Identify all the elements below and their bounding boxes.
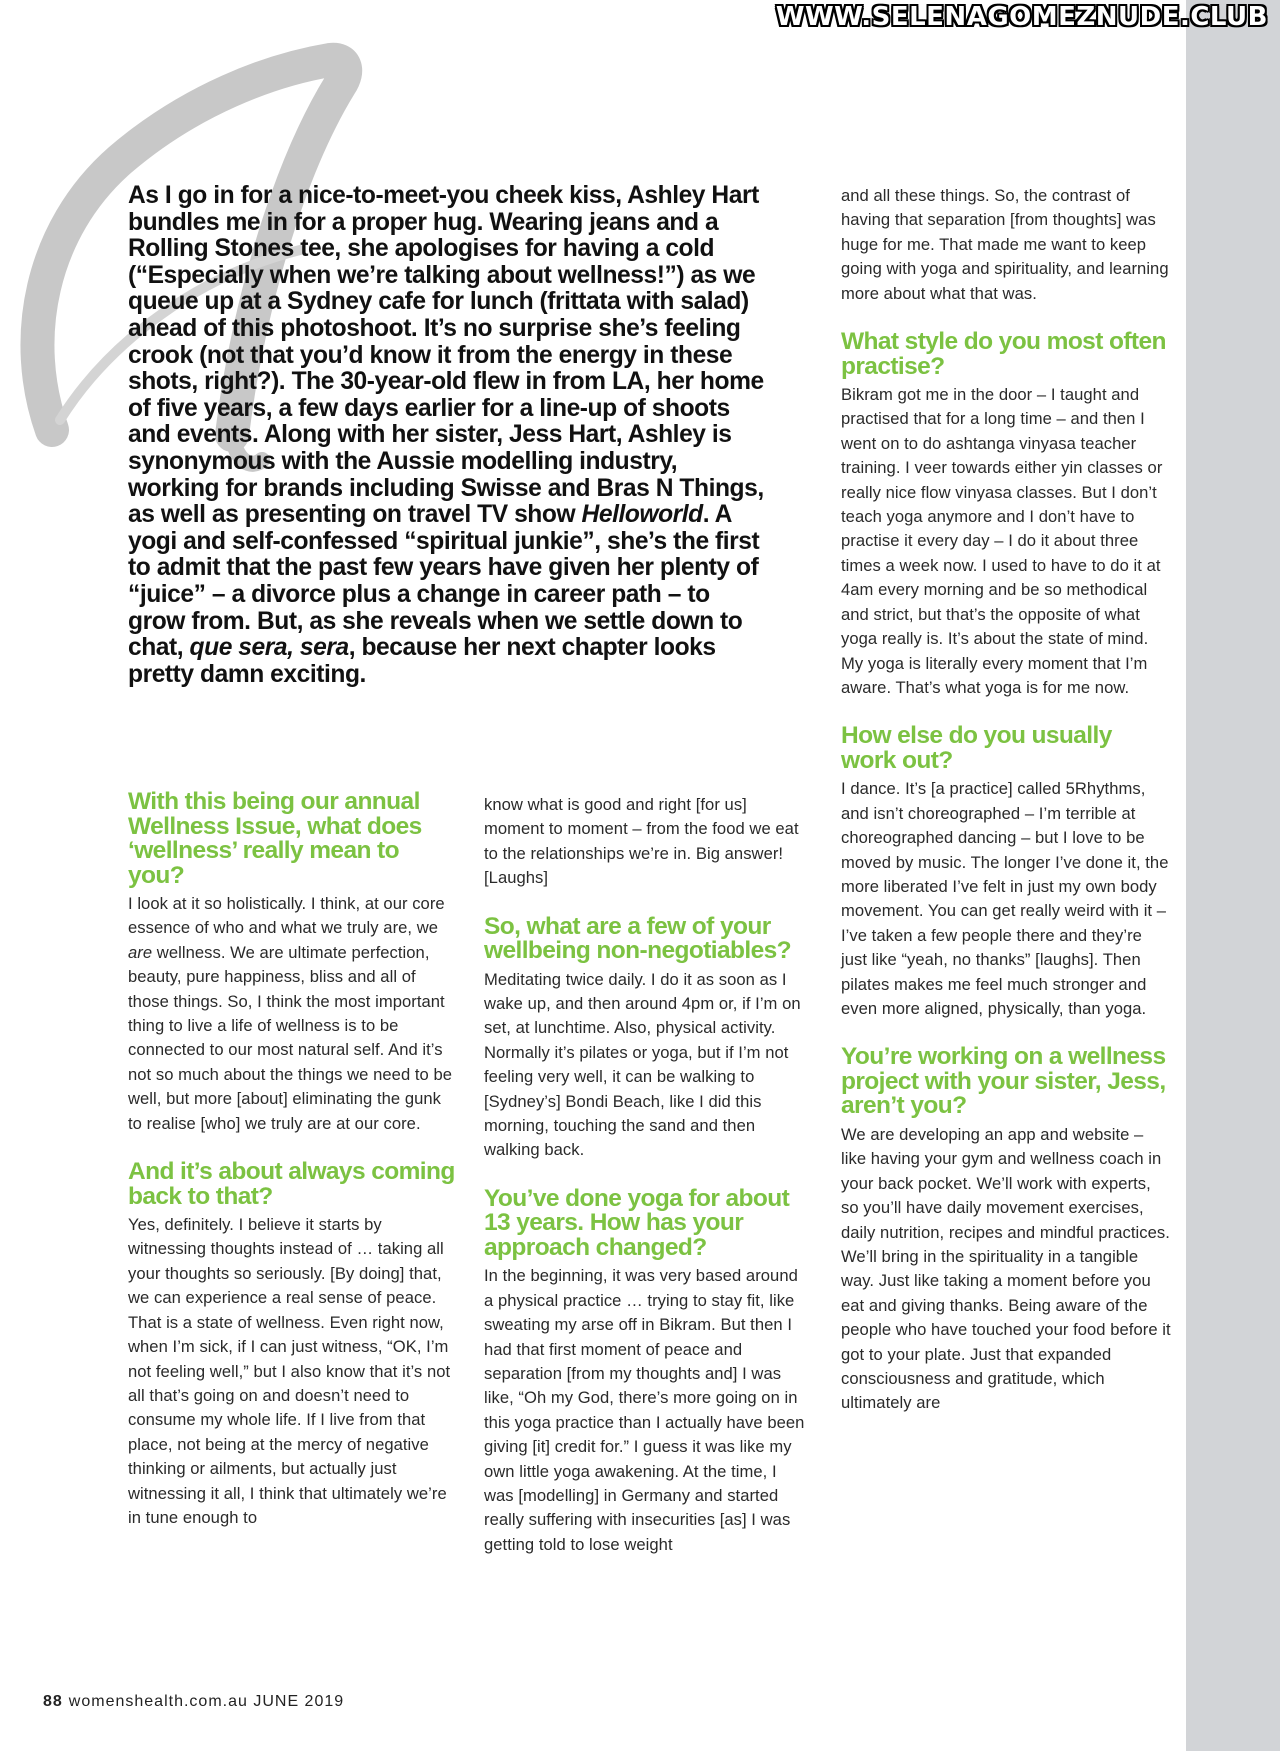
column-1 (128, 790, 458, 1530)
question-heading: With this being our annual Wellness Issue, what does ‘wellness’ really mean to you? (128, 788, 422, 889)
answer-paragraph: Yes, definitely. I believe it starts by witnessing thoughts instead of … taking all your thoughts so seriously. [By doing] that, we can experience a real sense of peace. That is a state of wellness. Even right now, when I’m sick, if I can just witness, “OK, I’m not feeling well,” but I also know that it’s not all that’s going on and doesn’t need to consume my whole life. If I live from that place, not being at the mercy of negative thinking or ailments, but actually just witnessing it all, I think that ultimately we’re in tune enough to (128, 1215, 451, 1527)
intro-show-name: Helloworld (581, 501, 703, 529)
intro-text-3: , because her next chapter looks pretty damn exciting. (128, 634, 716, 688)
answer-paragraph: Bikram got me in the door – I taught and practised that for a long time – and then I went on to do ashtanga vinyasa teacher training. I veer towards either yin classes or really nice flow vinyasa classes. But I don’t teach yoga anymore and I don’t have to practise it every day – I do it about three times a week now. I used to have to do it at 4am every morning and be so methodical and strict, but that’s the opposite of what yoga really is. It’s about the state of mind. My yoga is literally every moment that I’m aware. That’s what yoga is for me now. (841, 385, 1163, 697)
question-heading: How else do you usually work out? (841, 722, 1112, 774)
column-3 (841, 184, 1171, 1416)
question-heading: What style do you most often practise? (841, 328, 1166, 380)
watermark-text: WWW.SELENAGOMEZNUDE.CLUB (775, 2, 1268, 32)
answer-emphasis: are (128, 942, 153, 962)
answer-paragraph: Meditating twice daily. I do it as soon as I wake up, and then around 4pm or, if I’m on set, at lunchtime. Also, physical activity. Normally it’s pilates or yoga, but if I’m not feeling very well, it can be walking to [Sydney’s] Bondi Beach, like I did this morning, touching the sand and then walking back. (484, 969, 801, 1160)
intro-paragraph (128, 183, 768, 688)
side-gray-strip (1186, 0, 1280, 1751)
question-heading: And it’s about always coming back to that? (128, 1158, 455, 1210)
answer-paragraph: We are developing an app and website – like having your gym and wellness coach in your back pocket. We’ll work with experts, so you’ll have daily movement exercises, daily nutrition, recipes and mindful practices. We’ll bring in the spirituality in a tangible way. Just like taking a moment before you eat and giving thanks. Being aware of the people who have touched your food before it got to your plate. Just that expanded consciousness and gratitude, which ultimately are (841, 1124, 1171, 1413)
intro-text-1: As I go in for a nice-to-meet-you cheek kiss, Ashley Hart bundles me in for a proper hug. Wearing jeans and a Rolling Stones tee, she apologises for having a cold (“Especially when we’re talking about wellness!”) as we queue up at a Sydney cafe for lunch (frittata with salad) ahead of this photoshoot. It’s no surprise she’s feeling crook (not that you’d know it from the energy in these shots, right?). The 30-year-old flew in from LA, her home of five years, a few days earlier for a line-up of shoots and events. Along with her sister, Jess Hart, Ashley is synonymous with the Aussie modelling industry, working for brands including Swisse and Bras N Things, as well as presenting on travel TV show (128, 182, 764, 529)
footer-text: womenshealth.com.au JUNE 2019 (68, 1693, 345, 1710)
answer-text: I look at it so holistically. I think, at our core essence of who and what we truly are, we (128, 894, 445, 938)
answer-text: wellness. We are ultimate perfection, beauty, pure happiness, bliss and all of those things. So, I think the most important thing to live a life of wellness is to be connected to our most natural self. And it’s not so much about the things we need to be well, but more [about] eliminating the gunk to realise [who] we truly are at our core. (128, 942, 453, 1133)
answer-paragraph: I dance. It’s [a practice] called 5Rhythms, and isn’t choreographed – I’m terrible at choreographed dancing – but I love to be moved by music. The longer I’ve done it, the more liberated I’ve felt in just my own body movement. You can get really weird with it – I’ve taken a few people there and they’re just like “yeah, no thanks” [laughs]. Then pilates makes me feel much stronger and even more aligned, physically, than yoga. (841, 779, 1169, 1018)
column-2 (484, 793, 810, 1557)
question-heading: You’ve done yoga for about 13 years. How has your approach changed? (484, 1184, 790, 1261)
question-heading: So, what are a few of your wellbeing non-negotiables? (484, 912, 791, 965)
answer-paragraph (128, 892, 458, 1136)
page-number: 88 (43, 1693, 63, 1710)
answer-paragraph: know what is good and right [for us] moment to moment – from the food we eat to the relationships we’re in. Big answer! [Laughs] (484, 795, 799, 888)
answer-paragraph: and all these things. So, the contrast of having that separation [from thoughts] was huge for me. That made me want to keep going with yoga and spirituality, and learning more about what that was. (841, 186, 1169, 303)
answer-paragraph: In the beginning, it was very based around a physical practice … trying to stay fit, like sweating my arse off in Bikram. But then I had that first moment of peace and separation [from my thoughts and] I was like, “Oh my God, there’s more going on in this yoga practice than I actually have been giving [it] credit for.” I guess it was like my own little yoga awakening. At the time, I was [modelling] in Germany and started really suffering with insecurities [as] I was getting told to lose weight (484, 1266, 805, 1554)
page-footer (43, 1693, 344, 1711)
question-heading: You’re working on a wellness project with your sister, Jess, aren’t you? (841, 1043, 1166, 1120)
intro-phrase: que sera, sera (189, 634, 349, 662)
intro-text-2: . A yogi and self-confessed “spiritual junkie”, she’s the first to admit that the past few years have given her plenty of “juice” – a divorce plus a change in career path – to grow from. But, as she reveals when we settle down to chat, (128, 501, 760, 662)
